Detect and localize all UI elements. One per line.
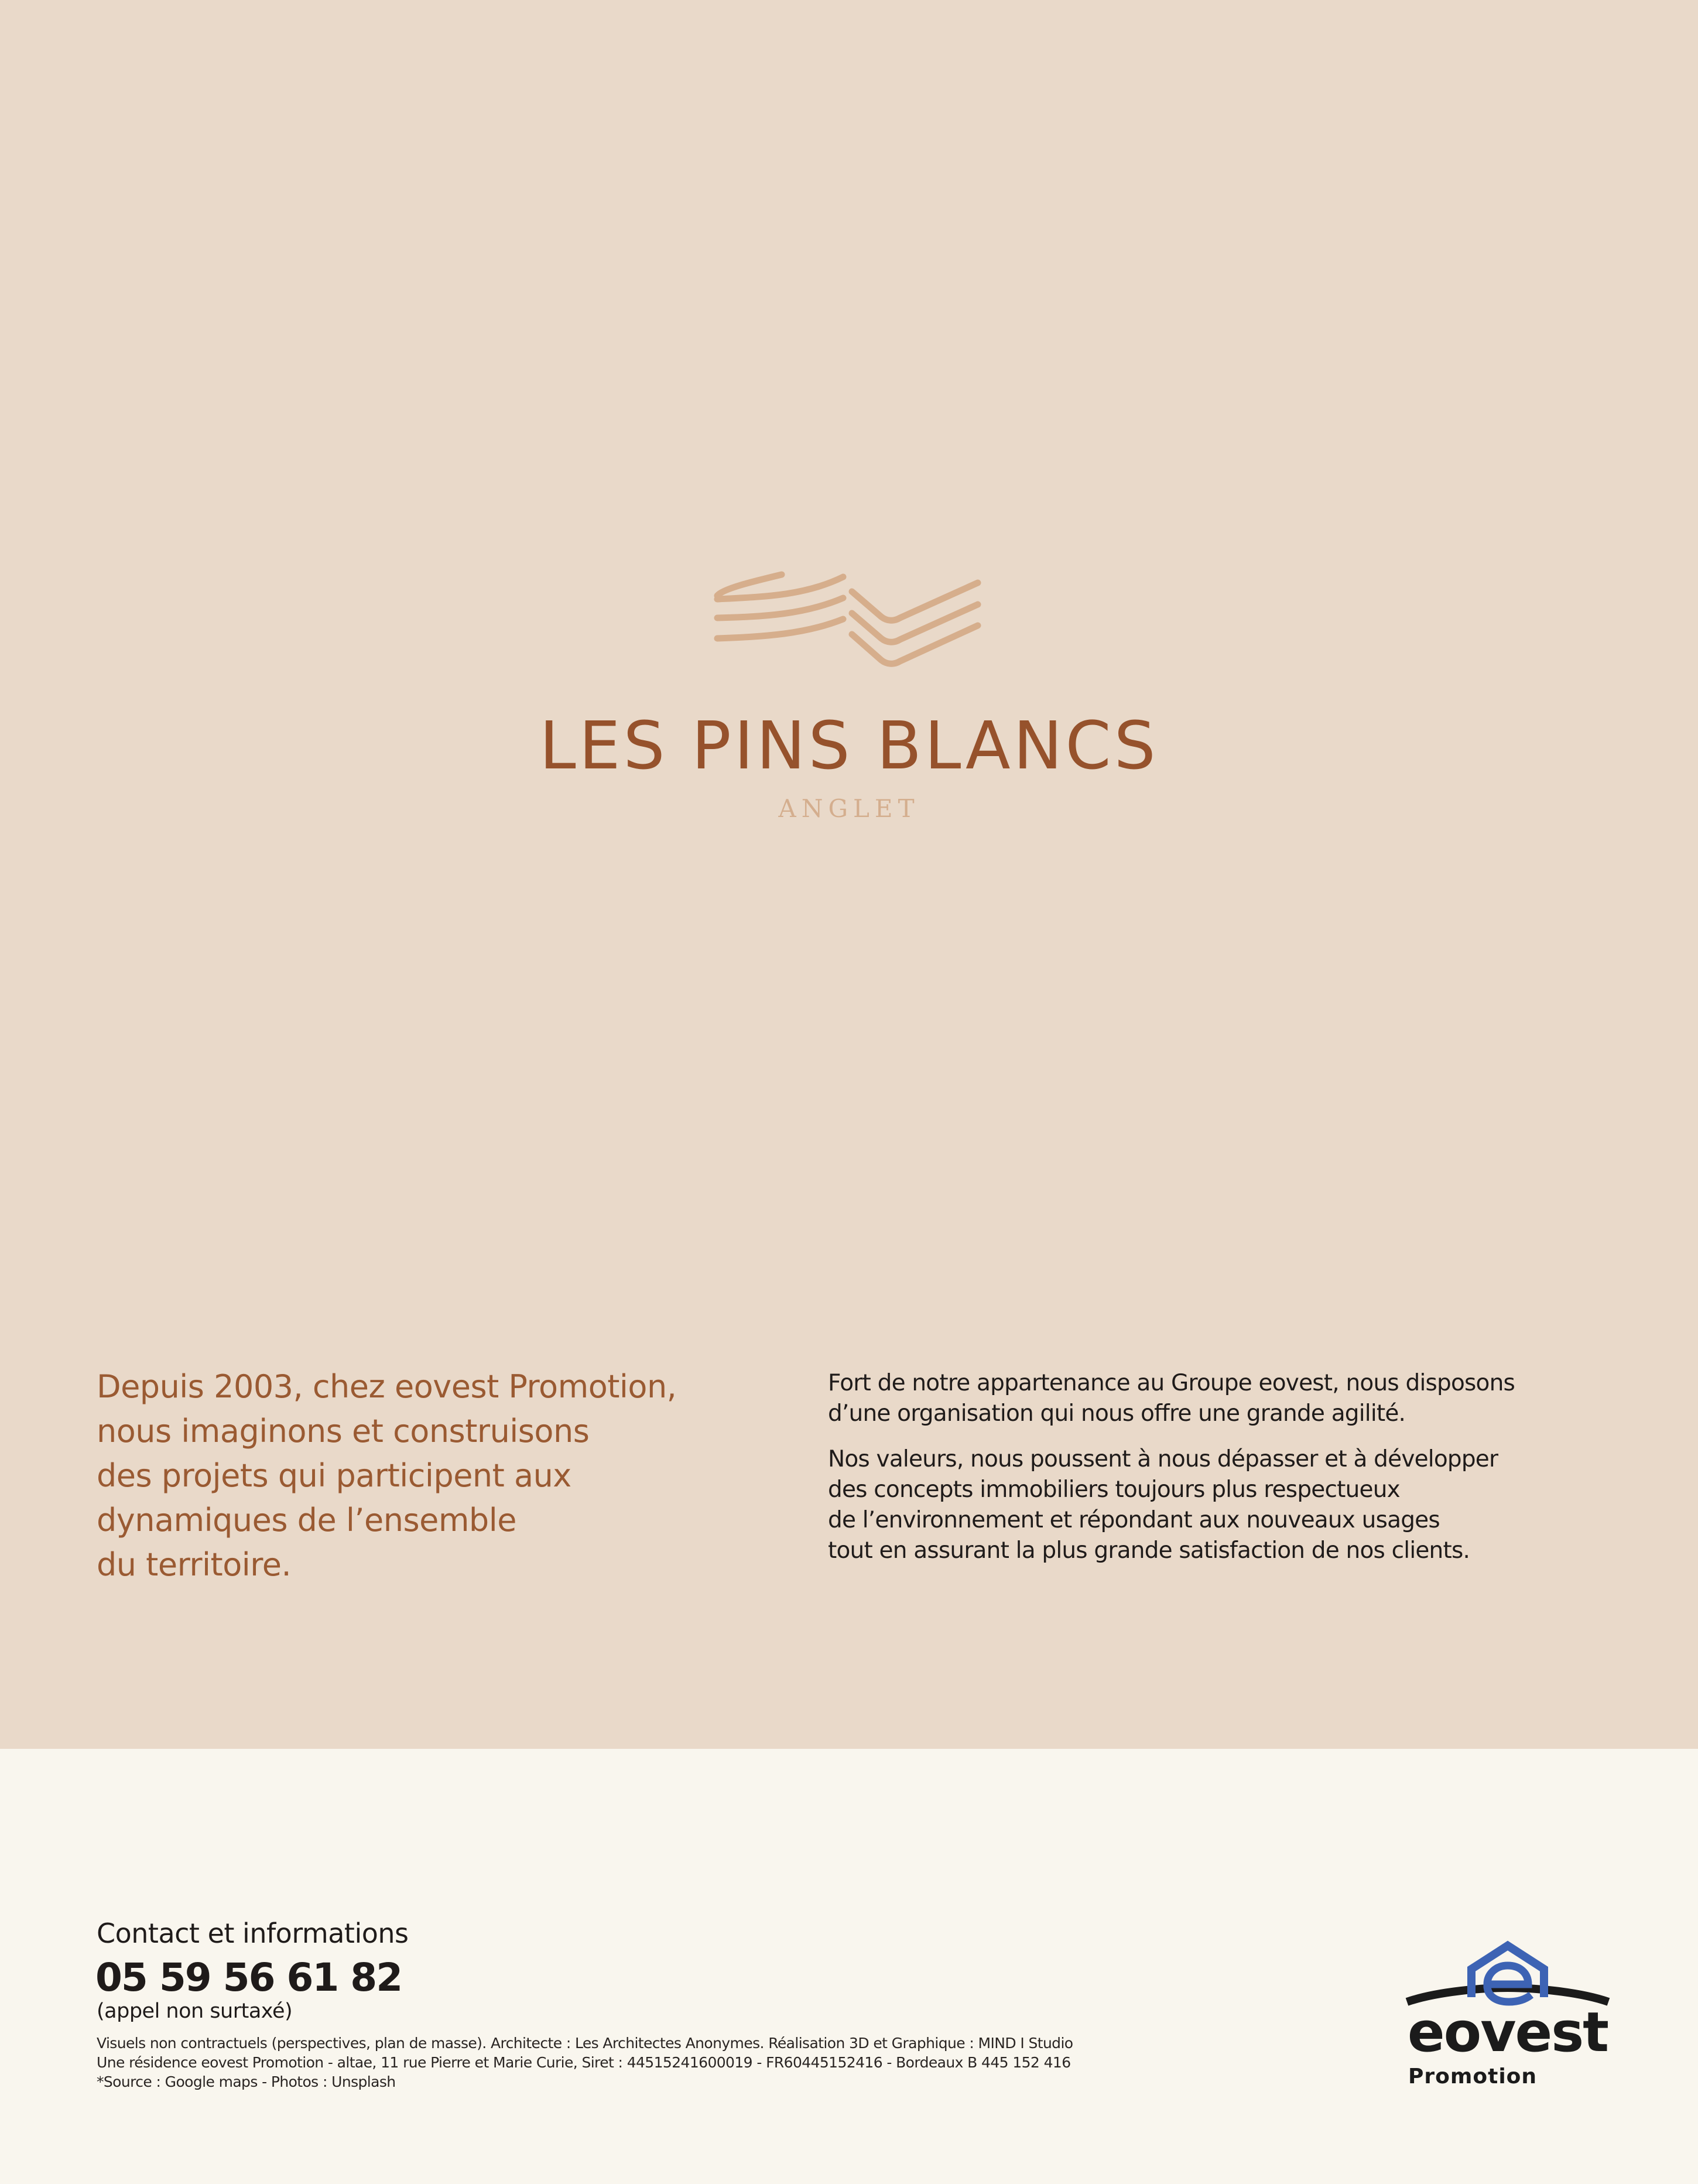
values-line: des concepts immobiliers toujours plus respectueux	[828, 1476, 1400, 1503]
eovest-house-logo-icon	[1402, 1939, 1613, 2094]
phone-number[interactable]: 05 59 56 61 82	[95, 1955, 402, 2000]
project-location: ANGLET	[778, 794, 920, 823]
intro-line: nous imaginons et construisons	[97, 1413, 590, 1450]
intro-statement	[97, 1365, 817, 1587]
project-title: LES PINS BLANCS	[539, 708, 1159, 784]
intro-line: du territoire.	[97, 1546, 292, 1583]
stacked-wave-lines-logo-icon	[711, 559, 987, 688]
company-values-text	[828, 1368, 1636, 1581]
values-paragraph-2	[828, 1444, 1636, 1566]
values-line: Nos valeurs, nous poussent à nous dépasser et à développer	[828, 1446, 1498, 1472]
values-line: de l’environnement et répondant aux nouveaux usages	[828, 1507, 1440, 1533]
legal-notice	[97, 2033, 1073, 2091]
legal-line: Une résidence eovest Promotion - altae, 11 rue Pierre et Marie Curie, Siret : 44515241600019 - FR60445152416 - Bordeaux B 445 152 416	[97, 2054, 1071, 2071]
values-line: d’une organisation qui nous offre une grande agilité.	[828, 1400, 1406, 1427]
values-line: Fort de notre appartenance au Groupe eovest, nous disposons	[828, 1370, 1515, 1396]
intro-line: Depuis 2003, chez eovest Promotion,	[97, 1368, 677, 1405]
legal-line: *Source : Google maps - Photos : Unsplash	[97, 2073, 396, 2090]
legal-line: Visuels non contractuels (perspectives, plan de masse). Architecte : Les Architectes Anonymes. Réalisation 3D et Graphique : MIND I Studio	[97, 2035, 1073, 2052]
eovest-tagline: Promotion	[1408, 2065, 1538, 2089]
intro-line: dynamiques de l’ensemble	[97, 1502, 516, 1539]
values-paragraph-1	[828, 1368, 1636, 1429]
phone-note: (appel non surtaxé)	[97, 2000, 293, 2023]
values-line: tout en assurant la plus grande satisfaction de nos clients.	[828, 1537, 1470, 1564]
contact-heading: Contact et informations	[97, 1918, 409, 1949]
intro-line: des projets qui participent aux	[97, 1457, 571, 1494]
eovest-wordmark: eovest	[1407, 2001, 1608, 2065]
